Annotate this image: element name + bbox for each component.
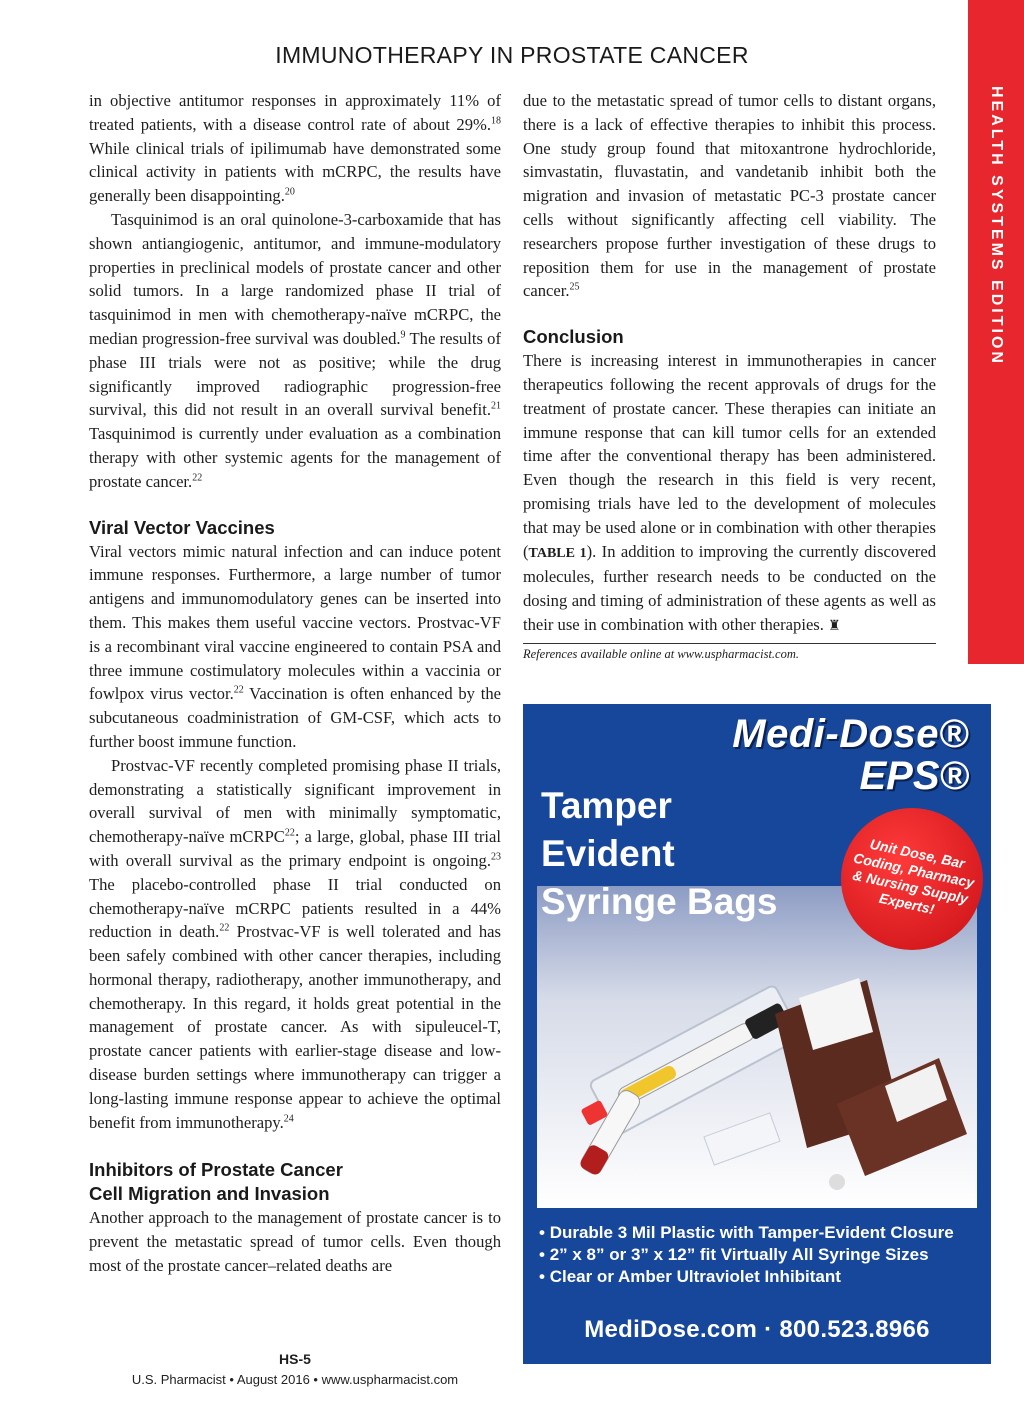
section-heading: Conclusion (523, 326, 624, 348)
article-end-icon: ♜ (828, 618, 841, 634)
section-side-tab-label: HEALTH SYSTEMS EDITION (988, 86, 1005, 366)
section-heading-line: Cell Migration and Invasion (89, 1183, 330, 1205)
paragraph (89, 754, 501, 1135)
paragraph (523, 89, 936, 303)
paragraph-text: There is increasing interest in immunotherapies in cancer therapeutics following the recent approvals of drugs for the treatment of prostate cancer. These therapies can initiate an immune response that can kill tumor cells for an extended time after the conventional therapy has been administered. Even though the research in this field is very recent, promising trials have led to the development of molecules that may be used alone or in combination with other therapies ( (523, 351, 936, 561)
reference-number: 18 (491, 115, 501, 127)
paragraph-text: Vaccination is often enhanced by the subcutaneous coadministration of GM-CSF, which acts to further boost immune function. (89, 684, 502, 751)
ad-badge (841, 808, 983, 950)
ad-feature-item: • Durable 3 Mil Plastic with Tamper-Evident Closure (539, 1222, 954, 1244)
paragraph-text: Prostvac-VF recently completed promising phase II trials, demonstrating a statistically significant improvement in overall survival of men with minimally symptomatic, chemotherapy-naïve mCRPC (89, 755, 501, 847)
section-heading: Viral Vector Vaccines (89, 516, 275, 538)
paragraph (523, 349, 936, 639)
paragraph-text: While clinical trials of ipilimumab have demonstrated some clinical activity in patients with mCRPC, the results have generally been disappointing. (89, 138, 501, 206)
advertisement[interactable] (523, 704, 991, 1364)
left-text-column (89, 89, 501, 1278)
ad-contact-line[interactable]: MediDose.com · 800.523.8966 (584, 1316, 930, 1343)
ad-headline (541, 782, 777, 926)
section-side-tab (968, 0, 1024, 664)
ad-brand-logo: Medi-Dose® (732, 712, 969, 756)
ad-badge-text: Unit Dose, Bar Coding, Pharmacy & Nursing Supply Experts! (851, 835, 976, 918)
paragraph-text: Prostvac-VF is well tolerated and has been safely combined with other cancer therapies, including hormonal therapy, radiotherapy, another immunotherapy, and chemotherapy. In this regard, it holds great potential in the management of prostate cancer. As with sipuleucel-T, prostate cancer patients with earlier-stage disease and low-disease burden settings where immunotherapy can trigger a long-lasting immune response appear to achieve the optimal benefit from immunotherapy. (89, 922, 501, 1132)
page-number: HS-5 (279, 1351, 311, 1367)
ad-feature-item: • Clear or Amber Ultraviolet Inhibitant (539, 1266, 954, 1288)
running-header: IMMUNOTHERAPY IN PROSTATE CANCER (275, 42, 749, 68)
paragraph (89, 89, 501, 208)
reference-number: 20 (284, 186, 295, 198)
table-reference-link[interactable]: TABLE 1 (528, 545, 587, 561)
right-text-column (523, 89, 936, 662)
reference-number: 21 (491, 400, 501, 412)
ad-feature-list (539, 1222, 954, 1288)
ad-feature-item: • 2” x 8” or 3” x 12” fit Virtually All Syringe Sizes (539, 1244, 954, 1266)
paragraph-text: in objective antitumor responses in approximately 11% of treated patients, with a disease control rate of about 29%. (89, 91, 501, 134)
paragraph-text: The placebo-controlled phase II trial conducted on chemotherapy-naïve mCRPC patients resulted in a 44% reduction in death. (89, 874, 501, 942)
paragraph-text: ). In addition to improving the currently discovered molecules, further research needs to be conducted on the dosing and timing of administration of these agents as well as their use in combination with other therapies. (523, 541, 936, 634)
section-heading (89, 1158, 501, 1206)
ad-headline-line: Tamper (541, 785, 672, 826)
reference-number: 22 (192, 472, 203, 484)
reference-number: 25 (569, 281, 580, 293)
reference-number: 22 (219, 922, 230, 934)
references-note: References available online at www.uspharmacist.com. (523, 643, 936, 662)
paragraph (89, 208, 501, 494)
ad-brand-sub-logo: EPS® (859, 754, 969, 798)
section-heading-line: Inhibitors of Prostate Cancer (89, 1159, 343, 1181)
reference-number: 9 (400, 329, 406, 341)
paragraph-text: The results of phase III trials were not as positive; while the drug significantly improved radiographic progression-free survival, this did not result in an overall survival benefit. (89, 328, 502, 420)
paragraph-text: Tasquinimod is an oral quinolone-3-carboxamide that has shown antiangiogenic, antitumor, and immune-modulatory properties in preclinical models of prostate cancer and other solid tumors. In a large randomized phase II trial of tasquinimod in men with chemotherapy-naïve mCRPC, the median progression-free survival was doubled. (89, 209, 501, 348)
paragraph-text: ; a large, global, phase III trial with overall survival as the primary endpoint is ongoing. (89, 827, 502, 870)
ad-headline-line: Syringe Bags (541, 881, 778, 922)
reference-number: 22 (284, 827, 295, 839)
paragraph-text: Viral vectors mimic natural infection and can induce potent immune responses. Furthermore, a large number of tumor antigens and immunomodulatory genes can be inserted into them. This makes them useful vaccine vectors. Prostvac-VF is a recombinant viral vaccine engineered to contain PSA and three immune costimulatory molecules within a vaccinia or fowlpox virus vector. (89, 541, 501, 704)
reference-number: 23 (491, 851, 501, 863)
paragraph (89, 540, 501, 754)
ad-headline-line: Evident (541, 833, 675, 874)
flat-bag-icon (704, 1113, 780, 1165)
publication-footer: U.S. Pharmacist • August 2016 • www.uspharmacist.com (131, 1372, 459, 1387)
reference-number: 24 (283, 1113, 294, 1125)
paragraph-text: Tasquinimod is currently under evaluation as a combination therapy with other systemic agents for the management of prostate cancer. (89, 424, 501, 491)
paragraph: Another approach to the management of prostate cancer is to prevent the metastatic spread of tumor cells. Even though most of the prostate cancer–related deaths are (89, 1208, 501, 1276)
reference-number: 22 (233, 684, 244, 696)
paragraph-text: due to the metastatic spread of tumor cells to distant organs, there is a lack of effective therapies to inhibit this process. One study group found that mitoxantrone hydrochloride, simvastatin, fluvastatin, and vandetanib inhibit both the migration and invasion of metastatic PC-3 prostate cancer cells without significantly affecting cell viability. The researchers propose further investigation of these drugs to reposition them for use in the management of prostate cancer. (523, 91, 936, 301)
